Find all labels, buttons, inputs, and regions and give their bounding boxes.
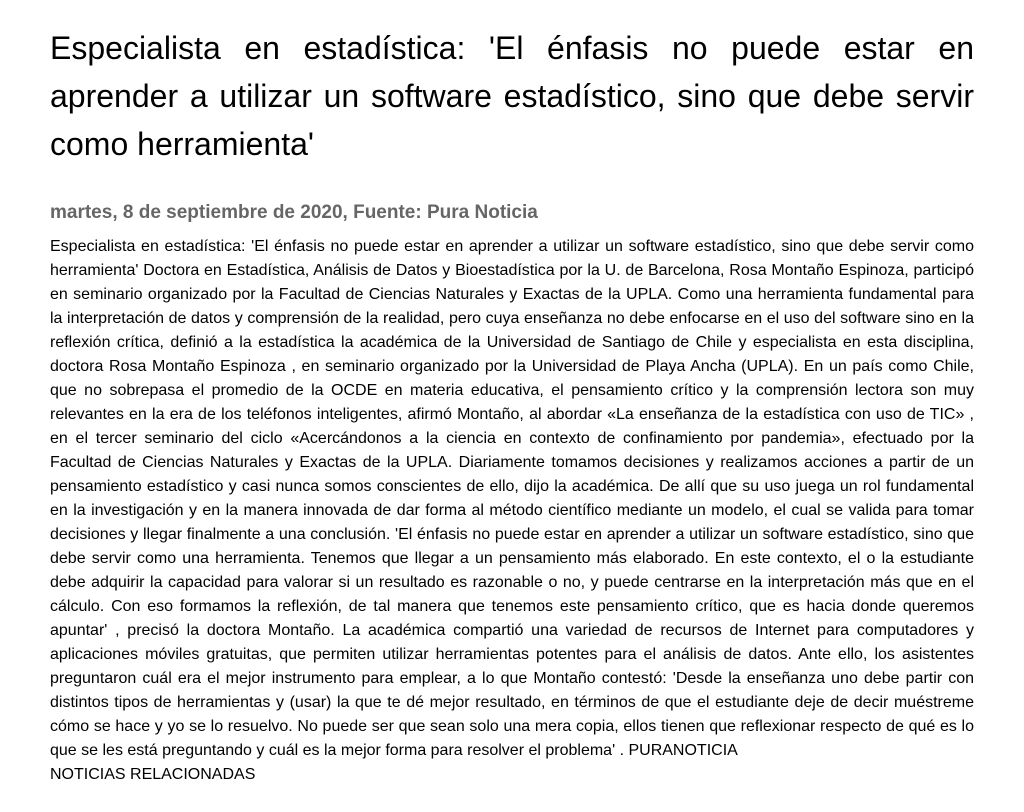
related-news-label: NOTICIAS RELACIONADAS <box>50 766 256 783</box>
article-body <box>50 235 974 787</box>
article-date-source: martes, 8 de septiembre de 2020, Fuente: Pura Noticia <box>50 202 538 223</box>
article-title: Especialista en estadística: 'El énfasis no puede estar en aprender a utilizar un software estadístico, sino que debe servir como herramienta' <box>50 30 974 162</box>
article-body-text: Especialista en estadística: 'El énfasis no puede estar en aprender a utilizar un software estadístico, sino que debe servir como herramienta' Doctora en Estadística, Análisis de Datos y Bioestadística por la U. de Barcelona, Rosa Montaño Espinoza, participó en seminario organizado por la Facultad de Ciencias Naturales y Exactas de la UPLA. Como una herramienta fundamental para la interpretación de datos y comprensión de la realidad, pero cuya enseñanza no debe enfocarse en el uso del software sino en la reflexión crítica, definió a la estadística la académica de la Universidad de Santiago de Chile y especialista en esta disciplina, doctora Rosa Montaño Espinoza , en seminario organizado por la Universidad de Playa Ancha (UPLA). En un país como Chile, que no sobrepasa el promedio de la OCDE en materia educativa, el pensamiento crítico y la comprensión lectora son muy relevantes en la era de los teléfonos inteligentes, afirmó Montaño, al abordar «La enseñanza de la estadística con uso de TIC» , en el tercer seminario del ciclo «Acercándonos a la ciencia en contexto de confinamiento por pandemia», efectuado por la Facultad de Ciencias Naturales y Exactas de la UPLA. Diariamente tomamos decisiones y realizamos acciones a partir de un pensamiento estadístico y casi nunca somos conscientes de ello, dijo la académica. De allí que su uso juega un rol fundamental en la investigación y en la manera innovada de dar forma al método científico mediante un modelo, el cual se valida para tomar decisiones y llegar finalmente a una conclusión. 'El énfasis no puede estar en aprender a utilizar un software estadístico, sino que debe servir como una herramienta. Tenemos que llegar a un pensamiento más elaborado. En este contexto, el o la estudiante debe adquirir la capacidad para valorar si un resultado es razonable o no, y puede centrarse en la interpretación más que en el cálculo. Con eso formamos la reflexión, de tal manera que tenemos este pensamiento crítico, que es hacia donde queremos apuntar' , precisó la doctora Montaño. La académica compartió una variedad de recursos de Internet para computadores y aplicaciones móviles gratuitas, que permiten utilizar herramientas potentes para el análisis de datos. Ante ello, los asistentes preguntaron cuál era el mejor instrumento para emplear, a lo que Montaño contestó: 'Desde la enseñanza uno debe partir con distintos tipos de herramientas y (usar) la que te dé mejor resultado, en términos de que el estudiante deje de decir muéstreme cómo se hace y yo se lo resuelvo. No puede ser que sean solo una mera copia, ellos tienen que reflexionar respecto de qué es lo que se les está preguntando y cuál es la mejor forma para resolver el problema' . PURANOTICIA <box>50 238 974 759</box>
